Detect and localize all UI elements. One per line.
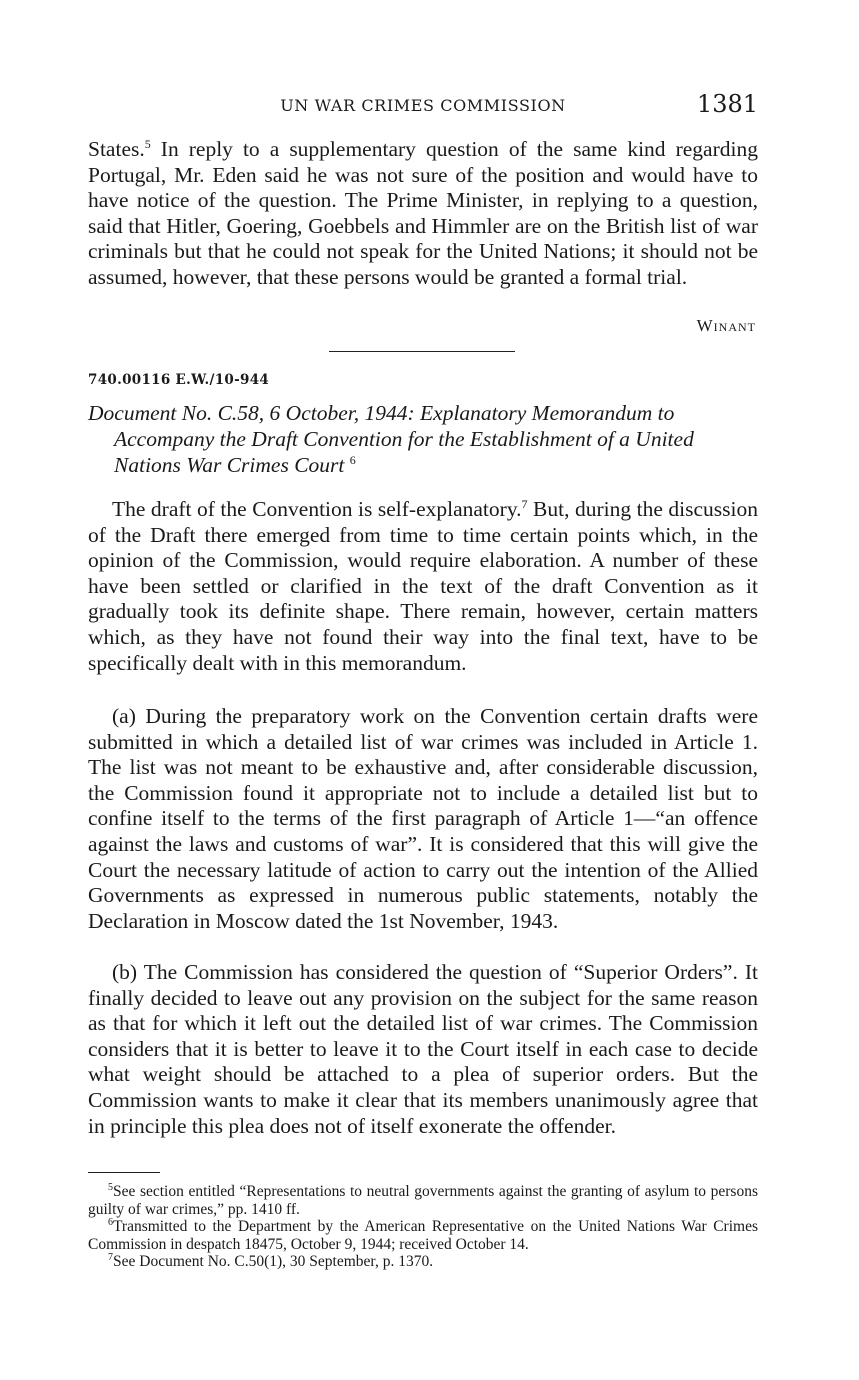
paragraph-label: (b) (112, 960, 138, 984)
footnote-number: 7 (108, 1251, 113, 1263)
page-header (88, 92, 758, 122)
footnote-text: See section entitled “Representations to neutral governments against the granting of asylum to persons guilty of war crimes,” pp. 1410 ff. (88, 1183, 758, 1218)
paragraph-continuation (88, 137, 758, 291)
footnote-text: Transmitted to the Department by the American Representative on the United Nations War Crimes Commission in despatch 18475, October 9, 1944; received October 14. (88, 1218, 758, 1253)
running-title: UN WAR CRIMES COMMISSION (280, 96, 566, 115)
footnotes (88, 1183, 758, 1271)
section-divider (329, 351, 515, 352)
paragraph-text: But, during the discussion of the Draft there emerged from time to time certain points which, in the opinion of the Commission, would require elaboration. A number of these have been settled or clarified in the text of the draft Convention as it gradually took its definite shape. There remain, however, certain matters which, as they have not found their way into the final text, have to be specifically dealt with in this memorandum. (88, 497, 758, 675)
footnote-divider (88, 1172, 160, 1173)
document-title-line-2: Accompany the Draft Convention for the Establishment of a United (114, 427, 694, 451)
paragraph-text: The Commission has considered the question of “Superior Orders”. It finally decided to leave out any provision on the subject for the same reason as that for which it left out the detailed list of war crimes. The Commission considers that it is better to leave it to the Court itself in each case to decide what weight should be attached to a plea of superior orders. But the Commission wants to make it clear that its members unanimously agree that in principle this plea does not of itself exonerate the offender. (88, 960, 758, 1138)
document-title-continuation (88, 426, 758, 478)
footnote-ref-7: 7 (521, 496, 528, 511)
paragraph-b (88, 960, 758, 1139)
footnote-text: See Document No. C.50(1), 30 September, p. 1370. (113, 1253, 434, 1270)
signature (697, 316, 756, 336)
footnote-5 (88, 1183, 758, 1218)
paragraph-text: In reply to a supplementary question of the same kind regarding Portugal, Mr. Eden said he was not sure of the position and would have to have notice of the question. The Prime Minister, in replying to a question, said that Hitler, Goering, Goebbels and Himmler are on the British list of war criminals but that he could not speak for the United Nations; it should not be assumed, however, that these persons would be granted a formal trial. (88, 137, 758, 289)
footnote-6 (88, 1218, 758, 1253)
paragraph-text: During the preparatory work on the Convention certain drafts were submitted in which a detailed list of war crimes was included in Article 1. The list was not meant to be exhaustive and, after considerable discussion, the Commission found it appropriate not to include a detailed list but to confine itself to the terms of the first paragraph of Article 1—“an offence against the laws and customs of war”. It is considered that this will give the Court the necessary latitude of action to carry out the intention of the Allied Governments as expressed in numerous public statements, notably the Declaration in Moscow dated the 1st November, 1943. (88, 704, 758, 933)
paragraph-text: The draft of the Convention is self-explanatory. (112, 497, 522, 521)
paragraph-a (88, 704, 758, 934)
footnote-ref-6: 6 (349, 452, 356, 467)
paragraph-intro (88, 497, 758, 676)
document-title (88, 400, 758, 478)
document-title-line-3: Nations War Crimes Court (114, 453, 345, 477)
footnote-7 (88, 1253, 758, 1271)
paragraph-label: (a) (112, 704, 136, 728)
document-title-line-1: Document No. C.58, 6 October, 1944: Explanatory Memorandum to (88, 401, 675, 425)
signature-text: Winant (696, 316, 756, 335)
page-number: 1381 (696, 90, 758, 118)
file-reference: 740.00116 E.W./10-944 (88, 372, 270, 388)
footnote-number: 6 (108, 1216, 113, 1228)
paragraph-text: States. (88, 137, 145, 161)
footnote-number: 5 (108, 1181, 113, 1193)
footnote-ref-5: 5 (144, 136, 151, 151)
